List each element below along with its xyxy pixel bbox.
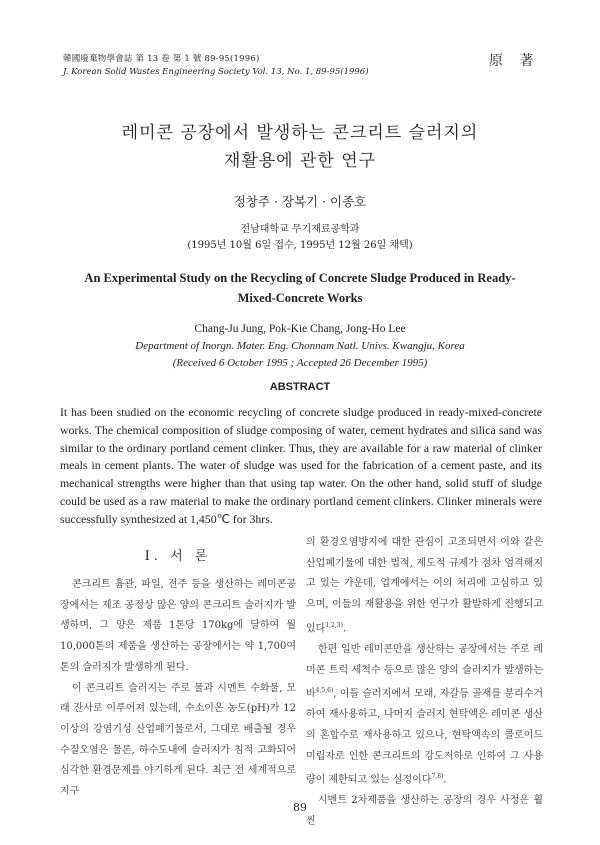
paragraph: 콘크리트 흄관, 파일, 전주 등을 생산하는 레미콘공장에서는 제조 공정상 많은 양의 콘크리트 슬러지가 발생하며, 그 양은 제품 1톤당 170kg에 달하여 월 10,000톤의 제품을 생산하는 공장에서는 약 1,700여톤의 슬러지가 발생하게 된다. — [60, 579, 296, 673]
section-heading-introduction: Ⅰ. 서 론 — [144, 549, 212, 564]
paragraph: 의 환경오염방지에 대한 관심이 고조되면서 이와 같은 산업폐기물에 대한 법적, 제도적 규제가 점차 엄격해지고 있는 가운데, 업계에서는 이의 처리에 고심하고 있으며, 이들의 재활용을 위한 연구가 활발하게 진행되고 있다$^{1,2,3)}$. — [306, 537, 543, 635]
affiliation-korean: 전남대학교 무기재료공학과 — [240, 224, 360, 235]
title-korean-line2: 재활용에 관한 연구 — [223, 151, 377, 171]
citation-ref: 7,8) — [431, 773, 444, 781]
abstract-heading: ABSTRACT — [269, 381, 331, 393]
received-dates-english: (Received 6 October 1995 ; Accepted 26 December 1995) — [172, 357, 428, 369]
title-english-line2: Mixed-Concrete Works — [237, 291, 363, 305]
department-english: Department of Inorgn. Mater. Eng. Chonnam Natl. Univs. Kwangju, Korea — [135, 340, 465, 352]
page-number: 89 — [293, 801, 307, 814]
abstract-text: It has been studied on the economic recycling of concrete sludge produced in ready-mixed-concrete works. The chemical composition of sludge composing of water, cement hydrates and silica sand was similar to the ordinary portland cement clinker. Thus, they are available for a raw material of clinker meals in cement plants. The water of sludge was used for the fabrication of a cement paste, and its mechanical strengths were higher than that using tap water. On the other hand, solid stuff of sludge could be used as a raw material to make the ordinary portland cement clinkers. Clinker minerals were successfully synthesized at 1,450℃ for 3hrs. — [60, 405, 542, 526]
paragraph: 시멘트 2차제품을 생산하는 공장의 경우 사정은 훨씬 — [306, 795, 543, 828]
title-english — [0, 268, 600, 308]
citation-ref: 1,2,3) — [325, 621, 343, 629]
paragraph: 이 콘크리트 슬러지는 주로 물과 시멘트 수화물, 모래 잔사로 이루어져 있는데, 수소이온 농도(pH)가 12이상의 강염기성 산업폐기물로서, 그대로 배출될 경우 수질오염은 물론, 하수도내에 슬러지가 침적 고화되어 심각한 환경문제를 야기하게 된다. 최근 전 세계적으로 지구 — [60, 682, 296, 798]
paragraph: 한편 일반 레미콘만을 생산하는 공장에서는 주로 레미콘 트럭 세척수 등으로 많은 양의 슬러지가 발생하는 바$^{4,5,6)}$, 이들 슬러지에서 모래, 자갈등 골재를 분리수거하여 재사용하고, 나머지 슬러지 현탁액은 레미콘 생산의 혼합수로 재사용하고 있으나, 현탁액속의 콜로이드 미립자로 인한 콘크리트의 강도저하로 인하여 그 사용량이 제한되고 있는 실정이다$^{7,8)}$. — [306, 643, 543, 786]
left-column — [60, 575, 296, 803]
article-type-label: 原 著 — [489, 53, 540, 69]
citation-ref: 4,5,6) — [315, 687, 334, 695]
title-korean-line1: 레미콘 공장에서 발생하는 콘크리트 슬러지의 — [121, 123, 479, 143]
dates-korean: (1995년 10월 6일 접수, 1995년 12월 26일 채택) — [187, 240, 413, 251]
journal-header-korean: 韓國廢棄物學會誌 第 13 卷 第 1 號 89-95(1996) — [63, 54, 260, 64]
paragraph-text: 의 환경오염방지에 대한 관심이 고조되면서 이와 같은 산업폐기물에 대한 법적, 제도적 규제가 점차 엄격해지고 있는 가운데, 업계에서는 이의 처리에 고심하고 있으며, 이들의 재활용을 위한 연구가 활발하게 진행되고 있다 — [306, 537, 543, 635]
paragraph-text: , 이들 슬러지에서 모래, 자갈등 골재를 분리수거하여 재사용하고, 나머지 슬러지 현탁액은 레미콘 생산의 혼합수로 재사용하고 있으나, 현탁액속의 콜로이드 미립자로 인한 콘크리트의 강도저하로 인하여 그 사용량이 제한되고 있는 실정이다 — [306, 688, 543, 786]
authors-english: Chang-Ju Jung, Pok-Kie Chang, Jong-Ho Lee — [194, 323, 406, 335]
title-english-line1: An Experimental Study on the Recycling of Concrete Sludge Produced in Ready- — [84, 271, 516, 285]
paragraph-text: 한편 일반 레미콘만을 생산하는 공장에서는 주로 레미콘 트럭 세척수 등으로 많은 양의 슬러지가 발생하는 바 — [306, 643, 543, 700]
authors-korean: 정창주 · 장복기 · 이종호 — [233, 194, 367, 209]
journal-header-english: J. Korean Solid Wastes Engineering Society Vol. 13, No. 1, 89-95(1996) — [63, 67, 369, 77]
right-column — [306, 533, 543, 833]
